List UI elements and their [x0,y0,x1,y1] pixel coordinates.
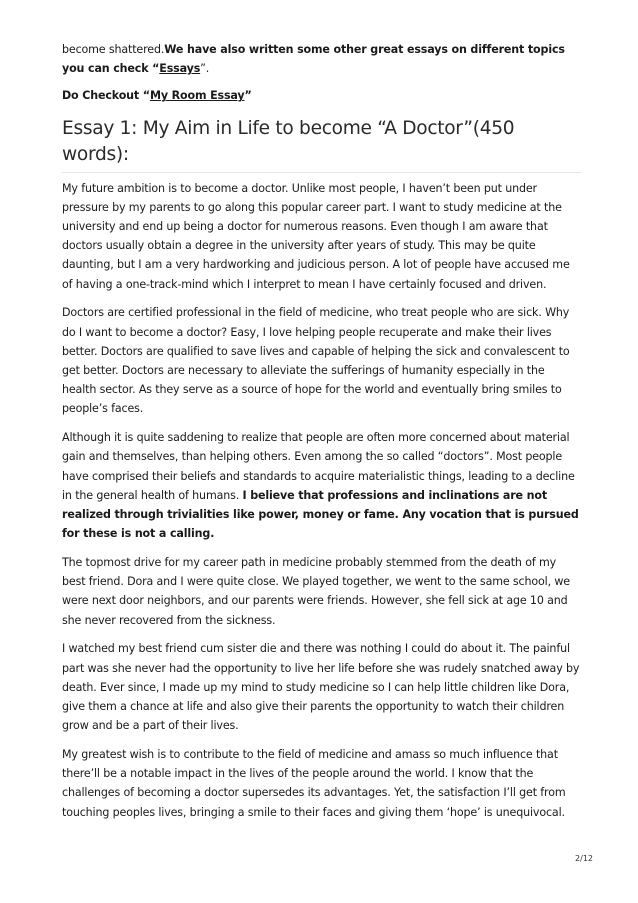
intro-bold-text: We have also written some other great essays on different topics you can check “ [62,43,565,76]
essays-link[interactable]: Essays [159,62,201,76]
paragraph-3-bold: I believe that professions and inclinations are not realized through trivialities like power, money or fame. Any vocation that is pursued for these is not a calling. [62,488,579,541]
checkout-prefix: Do Checkout “ [62,89,150,103]
intro-end: ”. [200,62,210,76]
intro-text: become shattered. [62,43,165,56]
paragraph-1: My future ambition is to become a doctor. Unlike most people, I haven’t been put under pressure by my parents to go along this popular career part. I want to study medicine at the university and end up being a doctor for numerous reasons. Even though I am aware that doctors usually obtain a degree in the university after years of study. This may be quite daunting, but I am a very hardworking and judicious person. A lot of people have accused me of having a one-track-mind which I interpret to mean I have certainly focused and driven. [62,181,570,291]
paragraph-2: Doctors are certified professional in the field of medicine, who treat people who are sick. Why do I want to become a doctor? Easy, I love helping people recuperate and make their lives better. Doctors are qualified to save lives and capable of helping the sick and convalescent to get better. Doctors are necessary to alleviate the sufferings of humanity especially in the health sector. As they serve as a source of hope for the world and eventually bring smiles to people’s faces. [62,306,570,416]
page-number: 2/12 [575,854,593,863]
paragraph-3-text: Although it is quite saddening to realize that people are often more concerned about material gain and themselves, than helping others. Even among the so called “doctors”. Most people have comprised their beliefs and standards to acquire materialistic things, leading to a decline in the general health of humans. [62,431,575,502]
checkout-suffix: ” [244,89,252,103]
document-page [62,40,582,831]
paragraph-4: The topmost drive for my career path in medicine probably stemmed from the death of my best friend. Dora and I were quite close. We played together, we went to the same school, we were next door neighbors, and our parents were friends. However, she fell sick at age 10 and she never recovered from the sickness. [62,556,570,627]
essay-heading: Essay 1: My Aim in Life to become “A Doctor”(450 words): [62,116,582,173]
my-room-essay-link[interactable]: My Room Essay [149,89,245,103]
paragraph-3 [62,428,582,543]
paragraph-5: I watched my best friend cum sister die and there was nothing I could do about it. The painful part was she never had the opportunity to live her life before she was rudely snatched away by death. Ever since, I made up my mind to study medicine so I can help little children like Dora, give them a chance at life and also give their parents the opportunity to watch their children grow and be a part of their lives. [62,642,580,733]
intro-line [62,40,582,78]
paragraph-6: My greatest wish is to contribute to the field of medicine and amass so much influence that there’ll be a notable impact in the lives of the people around the world. I know that the challenges of becoming a doctor supersedes its advantages. Yet, the satisfaction I’ll get from touching peoples lives, bringing a smile to their faces and giving them ‘hope’ is unequivocal. [62,748,566,819]
checkout-line [62,86,582,105]
